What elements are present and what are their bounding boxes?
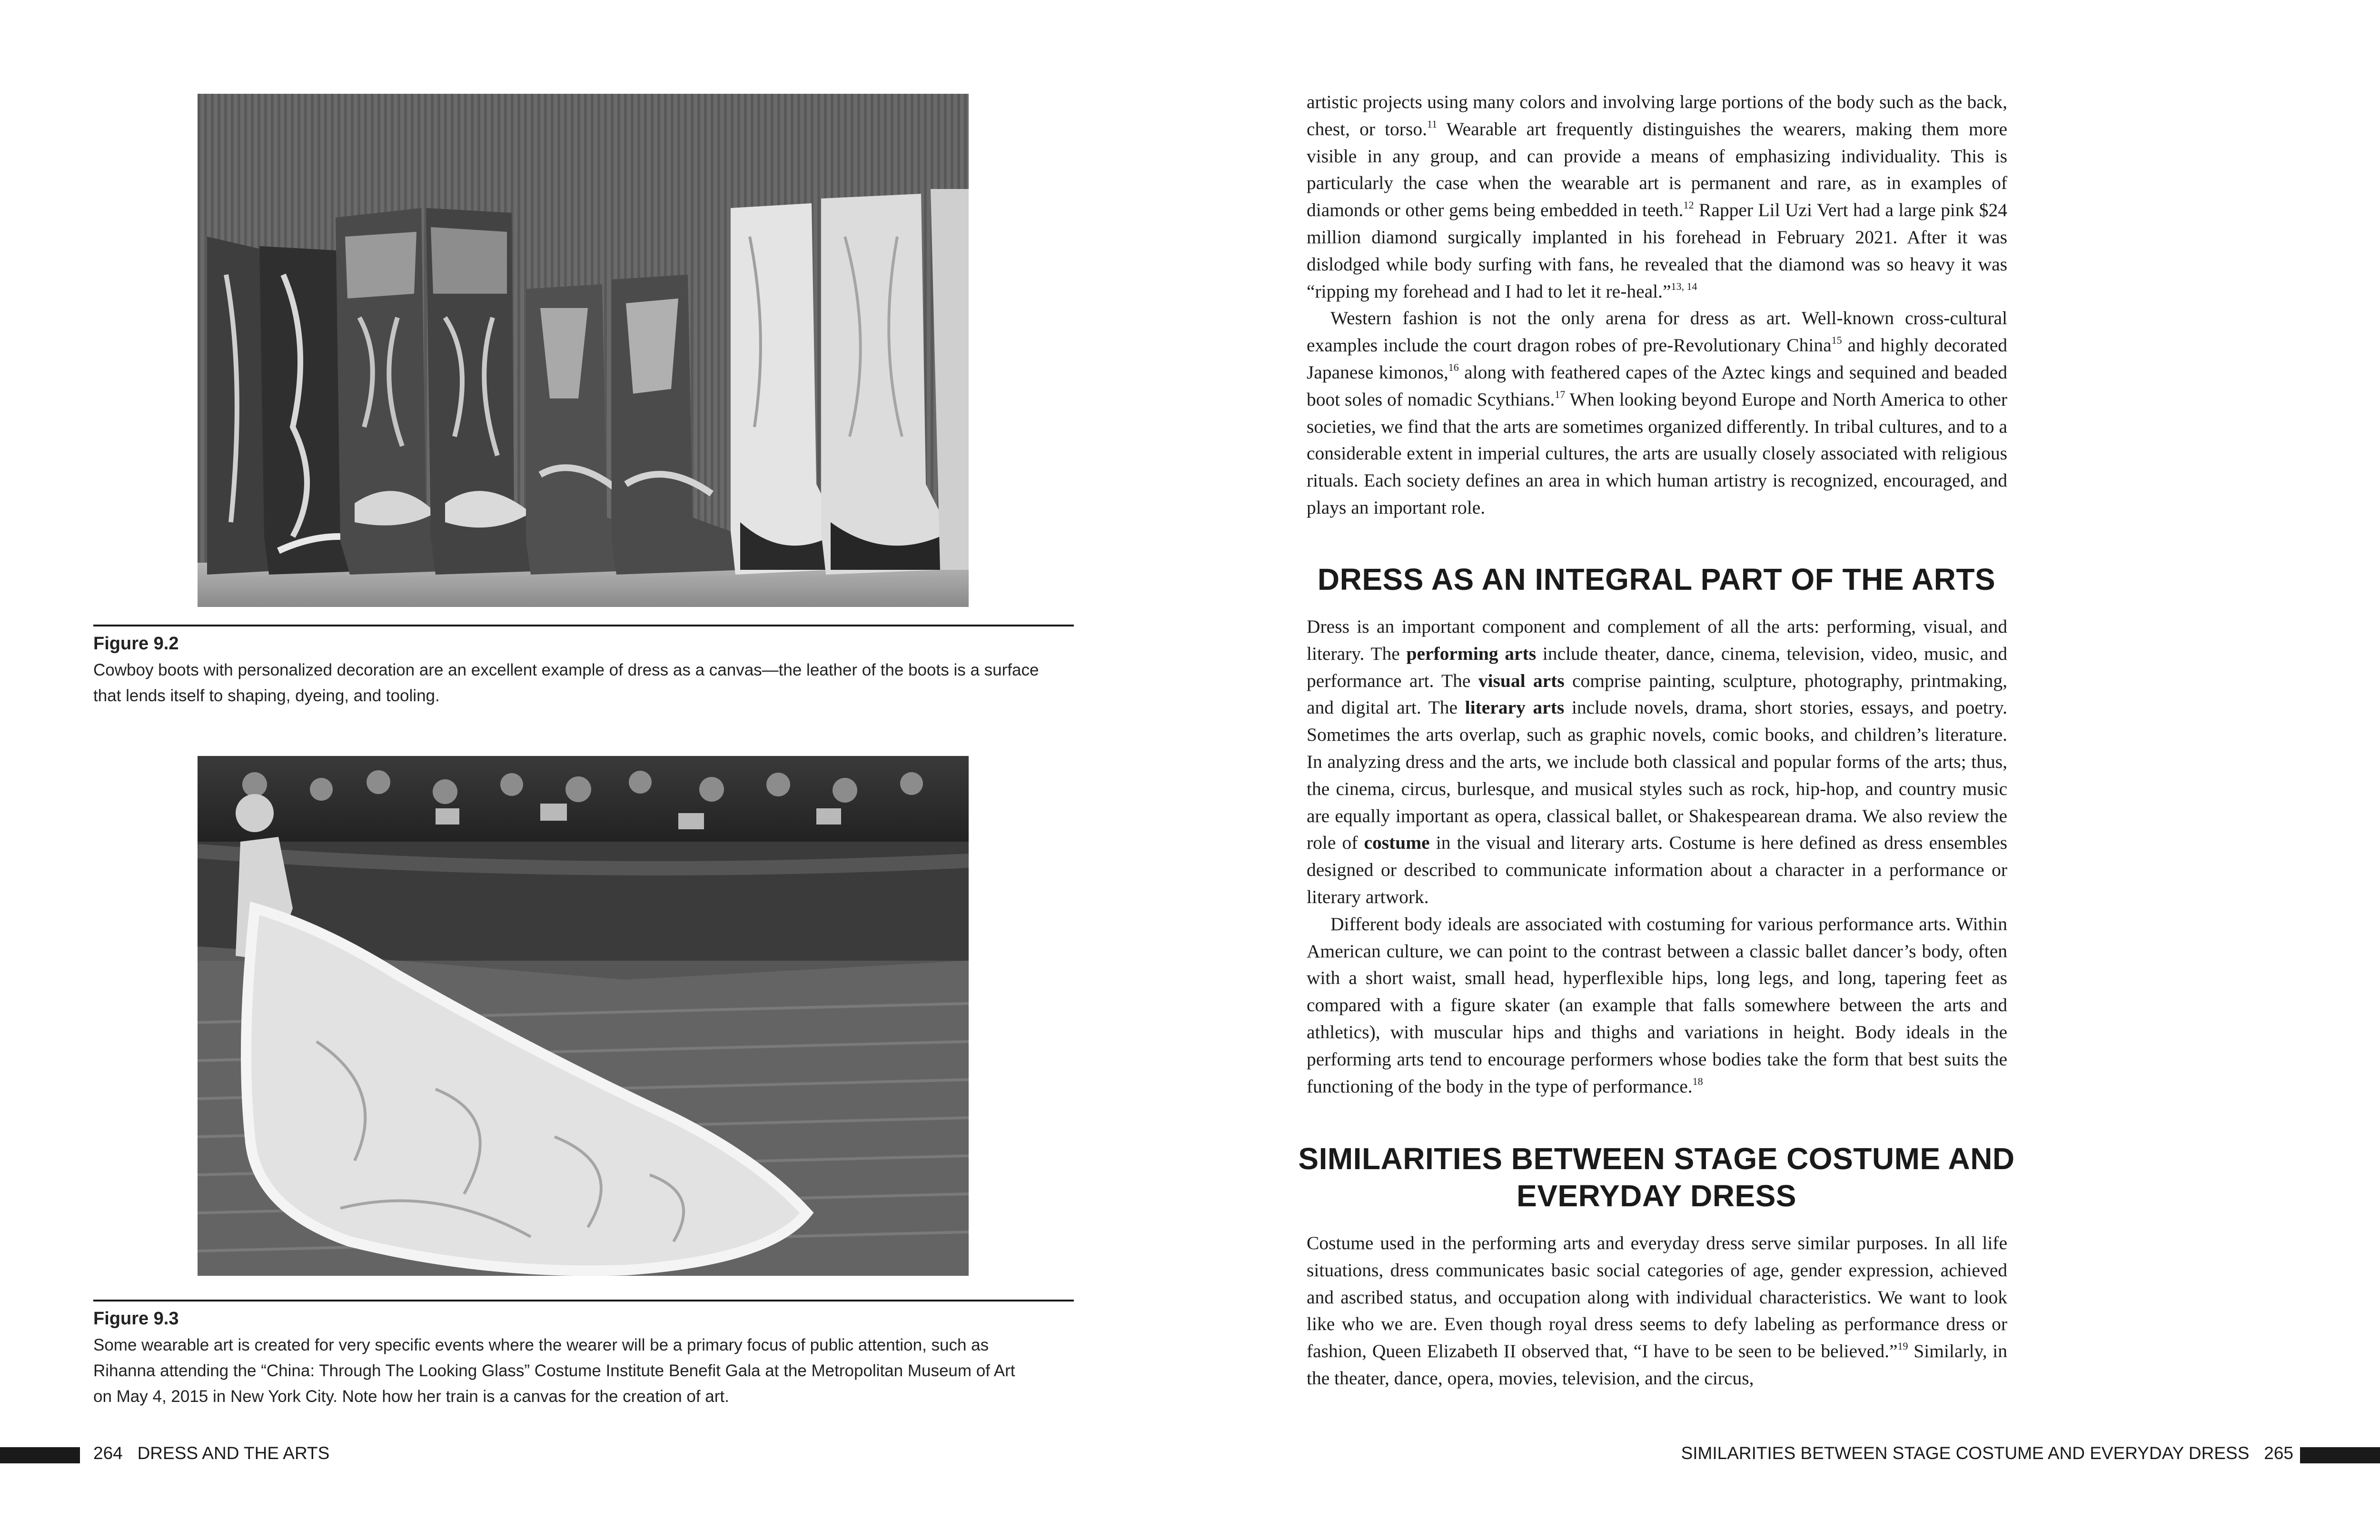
- figure-9-2-photo: [198, 94, 969, 607]
- paragraph: Costume used in the performing arts and everyday dress serve similar purposes. In all life situations, dress communicates basic social categories of age, gender expression, achieved and ascribed status, and occupation along with individual characteristics. We want to look like who we are. Even though royal dress seems to defy labeling as performance dress or fashion, Queen Elizabeth II observed that, “I have to be seen to be believed.”$^{19}$ Similarly, in the theater, dance, opera, movies, television, and the circus,: [1307, 1232, 2008, 1389]
- right-footer-bar: [2300, 1447, 2380, 1463]
- figure-9-2-rule: [93, 625, 1074, 626]
- figure-9-2-caption-line: Cowboy boots with personalized decoration are an excellent example of dress as a canvas—the leather of the boots is a surface: [93, 661, 1039, 679]
- figure-9-2-label: Figure 9.2: [93, 634, 179, 654]
- gala-gown-illustration: [198, 756, 969, 1276]
- paragraph: Dress is an important component and complement of all the arts: performing, visual, and literary. The performing arts include theater, dance, cinema, television, video, music, and performance art. The visual arts comprise painting, sculpture, photography, printmaking, and digital art. The literary arts include novels, drama, short stories, essays, and poetry. Sometimes the arts overlap, such as graphic novels, comic books, and children’s literature. In analyzing dress and the arts, we include both classical and popular forms of the arts; thus, the cinema, circus, burlesque, and musical styles such as rock, hip-hop, and country music are equally important as opera, classical ballet, or Shakespearean drama. We also review the role of costume in the visual and literary arts. Costume is here defined as dress ensembles designed or described to communicate information about a character in a performance or literary artwork.: [1307, 616, 2008, 907]
- figure-9-3-caption-line: on May 4, 2015 in New York City. Note how her train is a canvas for the creation of art.: [93, 1387, 729, 1406]
- body-text-top: [1307, 89, 2007, 521]
- figure-9-3-caption-line: Rihanna attending the “China: Through The Looking Glass” Costume Institute Benefit Gala at the Metropolitan Museum of Art: [93, 1361, 1015, 1380]
- paragraph: artistic projects using many colors and involving large portions of the body such as the back, chest, or torso.$^{11}$ Wearable art frequently distinguishes the wearers, making them more visible in any group, and can provide a means of emphasizing individuality. This is particularly the case when the wearable art is permanent and rare, as in examples of diamonds or other gems being embedded in teeth.$^{12}$ Rapper Lil Uzi Vert had a large pink $24 million diamond surgically implanted in his forehead in February 2021. After it was dislodged while body surfing with fans, he revealed that the diamond was so heavy it was “ripping my forehead and I had to let it re-heal.”$^{13, 14}$: [1307, 91, 2008, 302]
- running-head: DRESS AND THE ARTS: [137, 1443, 330, 1463]
- cowboy-boots-illustration: [198, 94, 969, 607]
- figure-9-3-rule: [93, 1300, 1074, 1302]
- right-footer: [1681, 1442, 2293, 1464]
- running-head: SIMILARITIES BETWEEN STAGE COSTUME AND EVERYDAY DRESS: [1681, 1443, 2250, 1463]
- figure-9-3-label: Figure 9.3: [93, 1309, 179, 1329]
- left-footer-bar: [0, 1447, 80, 1463]
- figure-9-3-photo: [198, 756, 969, 1276]
- figure-9-2-caption: [93, 630, 1079, 709]
- figure-9-3-caption-line: Some wearable art is created for very specific events where the wearer will be a primary focus of public attention, such as: [93, 1336, 989, 1354]
- figure-9-3-caption: [93, 1305, 1079, 1410]
- page-number: 265: [2264, 1443, 2293, 1463]
- paragraph: Western fashion is not the only arena for dress as art. Well-known cross-cultural examples include the court dragon robes of pre-Revolutionary China$^{15}$ and highly decorated Japanese kimonos,$^{16}$ along with feathered capes of the Aztec kings and sequined and beaded boot soles of nomadic Scythians.$^{17}$ When looking beyond Europe and North America to other societies, we find that the arts are sometimes organized differently. In tribal cultures, and to a considerable extent in imperial cultures, the arts are usually closely associated with religious rituals. Each society defines an area in which human artistry is recognized, encouraged, and plays an important role.: [1307, 308, 2008, 518]
- left-footer: [93, 1442, 329, 1464]
- paragraph: Different body ideals are associated with costuming for various performance arts. Within American culture, we can point to the contrast between a classic ballet dancer’s body, often with a short waist, small head, hyperflexible hips, long legs, and long, tapering feet as compared with a figure skater (an example that falls somewhere between the arts and athletics), with muscular hips and thighs and variations in height. Body ideals in the performing arts tend to encourage performers whose bodies take the form that best suits the functioning of the body in the type of performance.$^{18}$: [1307, 913, 2007, 1097]
- body-text-bottom: [1307, 1230, 2007, 1392]
- page-number: 264: [93, 1443, 123, 1463]
- body-text-middle: [1307, 613, 2007, 1100]
- section-heading: DRESS AS AN INTEGRAL PART OF THE ARTS: [1317, 562, 1996, 596]
- section-heading: SIMILARITIES BETWEEN STAGE COSTUME AND EVERYDAY DRESS: [1298, 1142, 2015, 1213]
- figure-9-2-caption-line: that lends itself to shaping, dyeing, and tooling.: [93, 686, 440, 705]
